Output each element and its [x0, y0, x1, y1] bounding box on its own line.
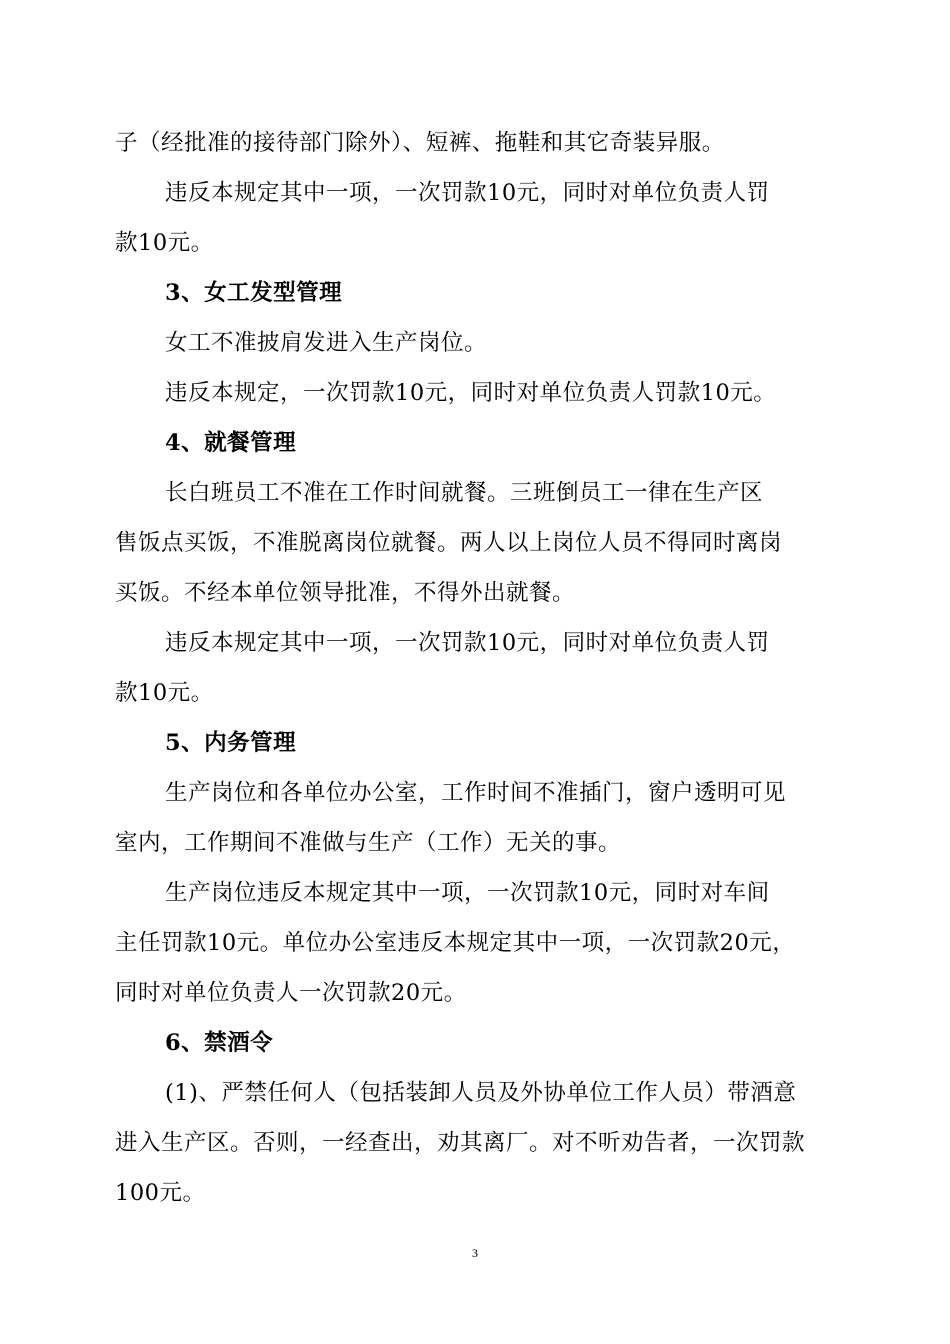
paragraph-rule: 生产岗位和各单位办公室，工作时间不准插门，窗户透明可见 [165, 780, 787, 806]
paragraph-rule-continuation: 进入生产区。否则，一经查出，劝其离厂。对不听劝告者，一次罚款 [115, 1130, 806, 1156]
section-heading-5: 5、内务管理 [165, 730, 297, 756]
section-heading-6: 6、禁酒令 [165, 1030, 274, 1056]
paragraph-penalty: 违反本规定，一次罚款10元，同时对单位负责人罚款10元。 [165, 380, 777, 406]
paragraph-continuation: 子（经批准的接待部门除外）、短裤、拖鞋和其它奇装异服。 [115, 130, 725, 156]
page-number: 3 [472, 1246, 478, 1260]
paragraph-penalty-continuation: 同时对单位负责人一次罚款20元。 [115, 980, 467, 1006]
paragraph-rule-continuation: 室内，工作期间不准做与生产（工作）无关的事。 [115, 830, 622, 856]
section-heading-3: 3、女工发型管理 [165, 280, 343, 306]
document-body [115, 118, 837, 1218]
paragraph-penalty: 生产岗位违反本规定其中一项，一次罚款10元，同时对车间 [165, 880, 770, 906]
paragraph-penalty-continuation: 款10元。 [115, 680, 214, 706]
paragraph-rule-continuation: 100元。 [115, 1180, 206, 1206]
paragraph-penalty: 违反本规定其中一项，一次罚款10元，同时对单位负责人罚 [165, 630, 770, 656]
paragraph-rule-continuation: 售饭点买饭，不准脱离岗位就餐。两人以上岗位人员不得同时离岗 [115, 530, 783, 556]
paragraph-rule: 长白班员工不准在工作时间就餐。三班倒员工一律在生产区 [165, 480, 764, 506]
paragraph-rule: 女工不准披肩发进入生产岗位。 [165, 330, 488, 356]
paragraph-rule-continuation: 买饭。不经本单位领导批准，不得外出就餐。 [115, 580, 576, 606]
paragraph-penalty-continuation: 主任罚款10元。单位办公室违反本规定其中一项，一次罚款20元， [115, 930, 796, 956]
paragraph-rule: (1)、严禁任何人（包括装卸人员及外协单位工作人员）带酒意 [165, 1080, 797, 1106]
paragraph-penalty-continuation: 款10元。 [115, 230, 214, 256]
section-heading-4: 4、就餐管理 [165, 430, 297, 456]
paragraph-penalty: 违反本规定其中一项，一次罚款10元，同时对单位负责人罚 [165, 180, 770, 206]
